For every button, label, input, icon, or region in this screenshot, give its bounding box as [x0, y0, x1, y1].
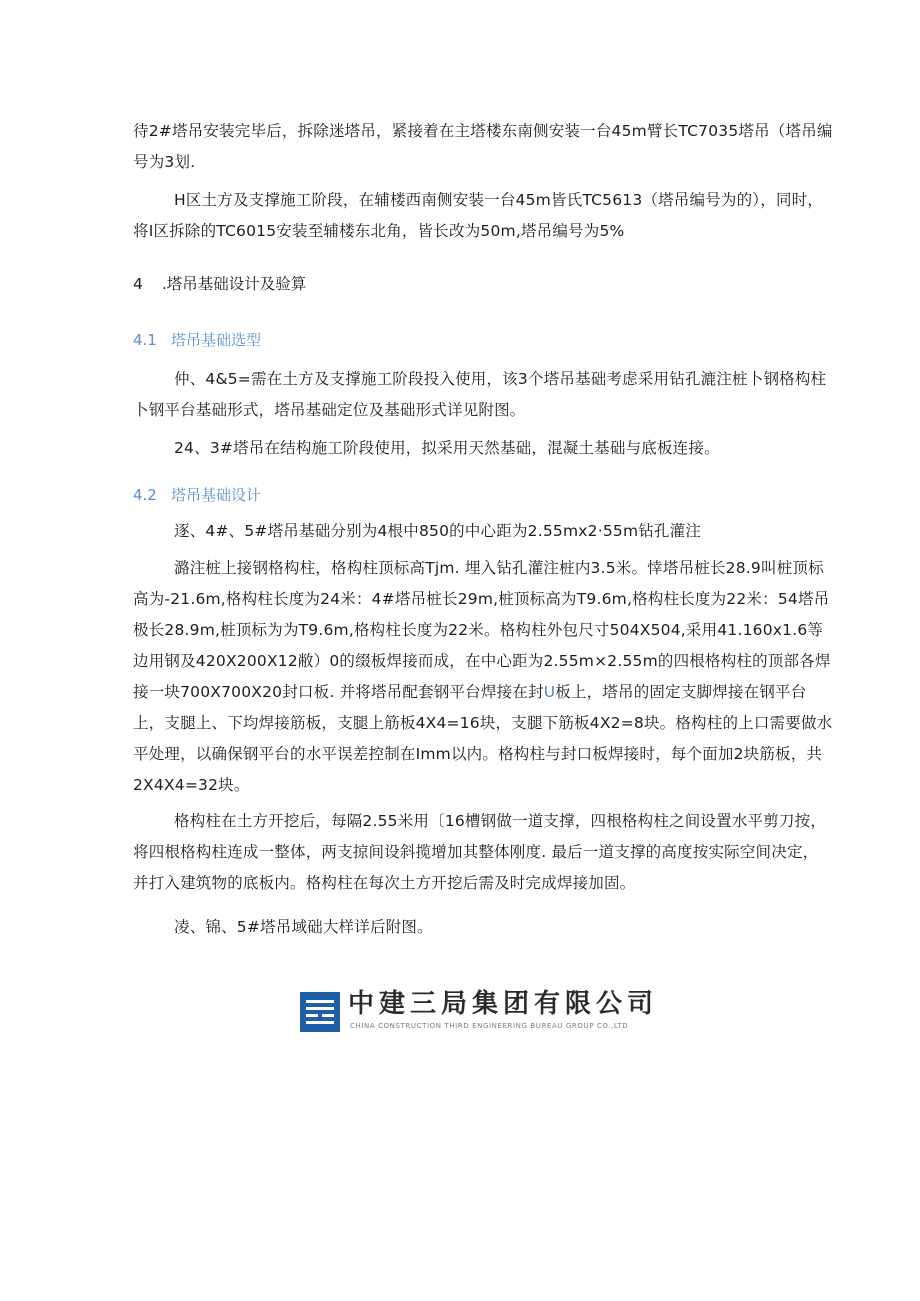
- section-4-1-number: 4.1: [133, 331, 157, 349]
- lattice-column-text-a: 潞注桩上接钢格构柱，格构柱顶标高Tjm. 埋入钻孔灌注桩内3.5米。悻塔吊桩长28.9叫桩顶标高为-21.6m,格构柱长度为24米：4#塔吊桩长29m,桩顶标高为T9.6m,格构柱长度为22米：54塔吊极长28.9m,桩顶标为为T9.6m,格构柱长度为22米。格构柱外包尺寸504X504,采用41.160x1.6等边用钢及420X200X12敝）0的缀板焊接而成，在中心距为2.55m×2.55m的四根格构柱的顶部各焊接一块700X700X20封口板. 并将塔吊配套钢平台焊接在封: [133, 559, 831, 701]
- paragraph-bracing: 格构柱在土方开挖后，每隔2.55米用〔16槽钢做一道支撑，四根格构柱之间设置水平剪刀按，将四根格构柱连成一整体，两支掠间设斜揽增加其整体刚度. 最后一道支撑的高度按实际空间决定，并打入建筑物的底板内。格构柱在每次土方开挖后需及时完成焊接加固。: [133, 812, 827, 892]
- paragraph-natural-foundation: 24、3#塔吊在结构施工阶段使用，拟采用天然基础，混凝土基础与底板连接。: [174, 439, 720, 457]
- section-4-title: .塔吊基础设计及验算: [161, 275, 307, 293]
- section-4-2-title: 塔吊基础设计: [171, 486, 262, 504]
- paragraph-foundation-type: 仲、4&5=需在土方及支撑施工阶段投入使用，该3个塔吊基础考虑采用钻孔漉注桩卜钢格构柱卜钢平台基础形式，塔吊基础定位及基础形式详见附图。: [133, 370, 827, 419]
- blue-mark: U: [543, 683, 556, 701]
- lattice-column-text-b: 板上，塔吊的固定支脚焊接在钢平台上，支腿上、下均焊接筋板，支腿上筋板4X4=16块，支腿下筋板4X2=8块。格构柱的上口需要做水平处理，以确保钢平台的水平误差控制在Imm以内。格构柱与封口板焊接时，每个面加2块筋板，共2X4X4=32块。: [133, 683, 833, 794]
- section-4-1-heading: [133, 328, 261, 352]
- company-name-en: CHINA CONSTRUCTION THIRD ENGINEERING BUREAU GROUP CO.,LTD: [350, 1022, 629, 1030]
- paragraph-tower-crane-3: 待2#塔吊安装完毕后，拆除迷塔吊，紧接着在主塔楼东南侧安装一台45m臂长TC7035塔吊（塔吊编号为3划.: [133, 122, 833, 171]
- company-logo-mark-icon: [300, 992, 340, 1032]
- company-name-cn: 中建三局集团有限公司: [348, 989, 659, 1019]
- section-4-2-heading: [133, 483, 261, 507]
- paragraph-lattice-column: [133, 553, 833, 801]
- paragraph-detail-reference: 凌、锦、5#塔吊域础大样详后附图。: [174, 918, 433, 936]
- section-4-heading: [133, 272, 306, 296]
- paragraph-pile-layout: 逐、4#、5#塔吊基础分别为4根中850的中心距为2.55mx2·55m钻孔灌注: [174, 522, 702, 540]
- section-4-1-title: 塔吊基础选型: [171, 331, 262, 349]
- paragraph-tower-crane-4-5: H区土方及支撑施工阶段，在辅楼西南侧安装一台45m皆氏TC5613（塔吊编号为的），同时，将I区拆除的TC6015安装至辅楼东北角，皆长改为50m,塔吊编号为5%: [133, 191, 824, 240]
- company-logo: [300, 989, 659, 1036]
- section-4-number: 4: [133, 275, 143, 293]
- section-4-2-number: 4.2: [133, 486, 157, 504]
